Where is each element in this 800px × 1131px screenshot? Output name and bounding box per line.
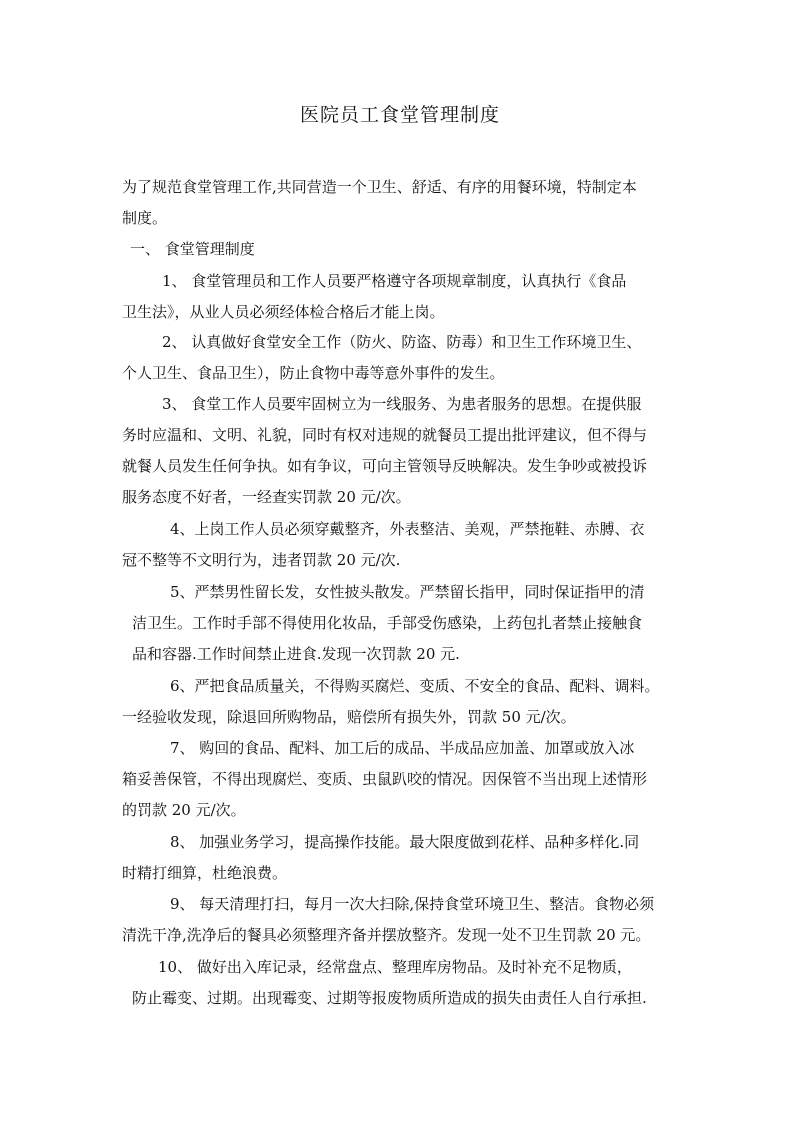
list-item-line: 2、 认真做好食堂安全工作（防火、防盗、防毒）和卫生工作环境卫生、 [162,333,642,351]
list-item-line: 1、 食堂管理员和工作人员要严格遵守各项规章制度，认真执行《食品 [162,272,627,290]
intro-line: 制度。 [122,209,168,227]
list-item-2 [122,327,688,389]
list-item-9 [122,889,688,951]
list-item-line: 的罚款 20 元/次。 [122,801,246,819]
list-item-line: 9、 每天清理打扫，每月一次大扫除,保持食堂环境卫生、整洁。食物必须 [170,895,655,913]
intro-paragraph [122,172,688,234]
list-item-line: 防止霉变、过期。出现霉变、过期等报废物质所造成的损失由责任人自行承担. [132,989,647,1007]
list-item-line: 个人卫生、食品卫生），防止食物中毒等意外事件的发生。 [122,364,505,382]
list-item-1 [122,266,688,328]
section-heading [130,234,696,265]
list-item-line: 10、 做好出入库记录，经常盘点、整理库房物品。及时补充不足物质， [158,958,632,976]
list-item-line: 3、 食堂工作人员要牢固树立为一线服务、为患者服务的思想。在提供服 [162,395,642,413]
list-item-line: 箱妥善保管，不得出现腐烂、变质、虫鼠趴咬的情况。因保管不当出现上述情形 [122,770,648,788]
list-item-line: 一经验收发现，除退回所购物品，赔偿所有损失外，罚款 50 元/次。 [122,708,576,726]
list-item-line: 清洗干净,洗净后的餐具必须整理齐备并摆放整齐。发现一处不卫生罚款 20 元。 [122,926,651,944]
list-item-3 [122,389,688,513]
list-item-line: 品和容器.工作时间禁止进食.发现一次罚款 20 元. [132,645,460,663]
list-item-line: 服务态度不好者，一经查实罚款 20 元/次。 [122,488,411,506]
list-item-line: 洁卫生。工作时手部不得使用化妆品，手部受伤感染，上药包扎者禁止接触食 [132,614,643,632]
list-item-6 [122,671,688,733]
list-item-line: 8、 加强业务学习，提高操作技能。最大限度做到花样、品种多样化.同 [170,833,640,851]
list-item-10 [122,952,688,1014]
list-item-line: 务时应温和、文明、礼貌，同时有权对违规的就餐员工提出批评建议，但不得与 [122,426,648,444]
list-item-line: 就餐人员发生任何争执。如有争议，可向主管领导反映解决。发生争吵或被投诉 [122,457,648,475]
section-heading-text: 一、 食堂管理制度 [130,240,255,258]
list-item-4 [122,514,688,576]
list-item-line: 卫生法》，从业人员必须经体检合格后才能上岗。 [122,303,445,321]
list-item-line: 4、上岗工作人员必须穿戴整齐，外表整洁、美观，严禁拖鞋、赤膊、衣 [170,520,645,538]
list-item-8 [122,827,688,889]
document-title: 医院员工食堂管理制度 [299,104,500,126]
list-item-line: 时精打细算，杜绝浪费。 [122,864,288,882]
list-item-5 [122,577,688,670]
intro-line: 为了规范食堂管理工作,共同营造一个卫生、舒适、有序的用餐环境，特制定本 [122,178,637,196]
list-item-7 [122,733,688,826]
list-item-line: 7、 购回的食品、配料、加工后的成品、半成品应加盖、加罩或放入冰 [170,739,635,757]
list-item-line: 5、严禁男性留长发，女性披头散发。严禁留长指甲，同时保证指甲的清 [170,583,645,601]
list-item-line: 冠不整等不文明行为，违者罚款 20 元/次. [122,551,401,569]
list-item-line: 6、严把食品质量关，不得购买腐烂、变质、不安全的食品、配料、调料。 [170,677,660,695]
